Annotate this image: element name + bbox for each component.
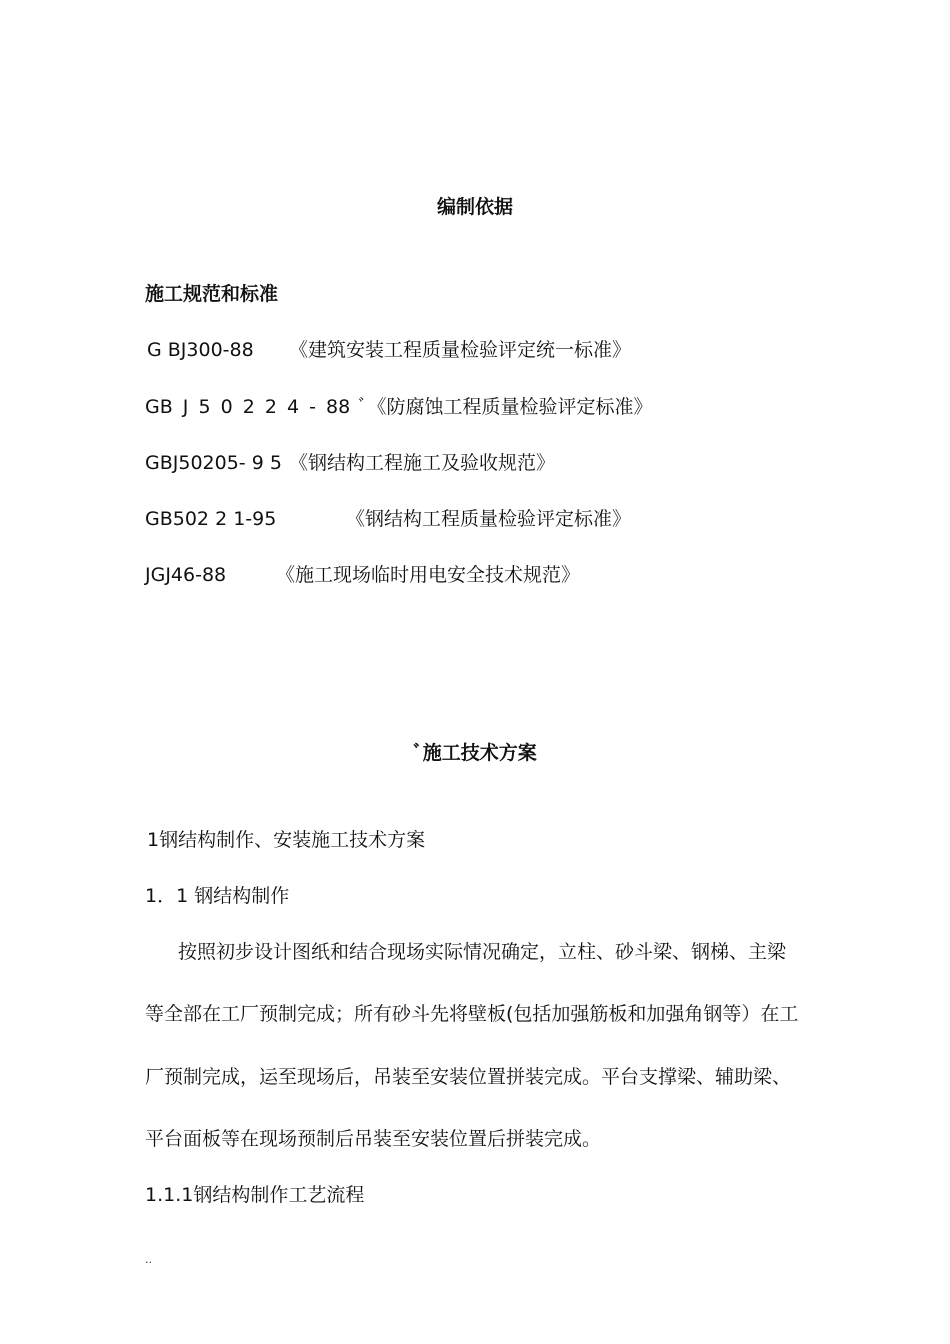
standard-code: GB J 5 0 2 2 4 - 88 (145, 396, 351, 418)
section-title-technical-plan: ﾞ施工技术方案 (413, 742, 537, 764)
paragraph-line: 按照初步设计图纸和结合现场实际情况确定，立柱、砂斗梁、钢梯、主梁 (178, 941, 787, 963)
standard-name: 《钢结构工程质量检验评定标准》 (346, 508, 632, 530)
standard-name: 《钢结构工程施工及验收规范》 (289, 452, 556, 474)
standard-code: JGJ46-88 (145, 564, 227, 586)
paragraph-line: 平台面板等在现场预制后吊装至安装位置后拼装完成。 (145, 1128, 602, 1150)
item-heading-1: 1钢结构制作、安装施工技术方案 (147, 829, 426, 851)
subheading-standards: 施工规范和标准 (145, 283, 279, 305)
paragraph-line: 等全部在工厂预制完成；所有砂斗先将壁板(包括加强筋板和加强角钢等）在工 (145, 1003, 799, 1025)
standard-name: ﾞ《防腐蚀工程质量检验评定标准》 (358, 396, 653, 418)
standard-code: G BJ300-88 (147, 339, 254, 361)
standard-name: 《施工现场临时用电安全技术规范》 (276, 564, 581, 586)
paragraph-line: 厂预制完成，运至现场后，吊装至安装位置拼装完成。平台支撑梁、辅助梁、 (145, 1066, 792, 1088)
standard-name: 《建筑安装工程质量检验评定统一标准》 (289, 339, 632, 361)
footer-mark: .. (145, 1253, 152, 1266)
item-heading-1-1-1: 1.1.1钢结构制作工艺流程 (145, 1184, 365, 1206)
section-title-basis: 编制依据 (436, 196, 513, 218)
standard-code: GBJ50205- 9 5 (145, 452, 282, 474)
standard-code: GB502 2 1-95 (145, 508, 277, 530)
item-heading-1-1: 1．1 钢结构制作 (145, 885, 290, 907)
